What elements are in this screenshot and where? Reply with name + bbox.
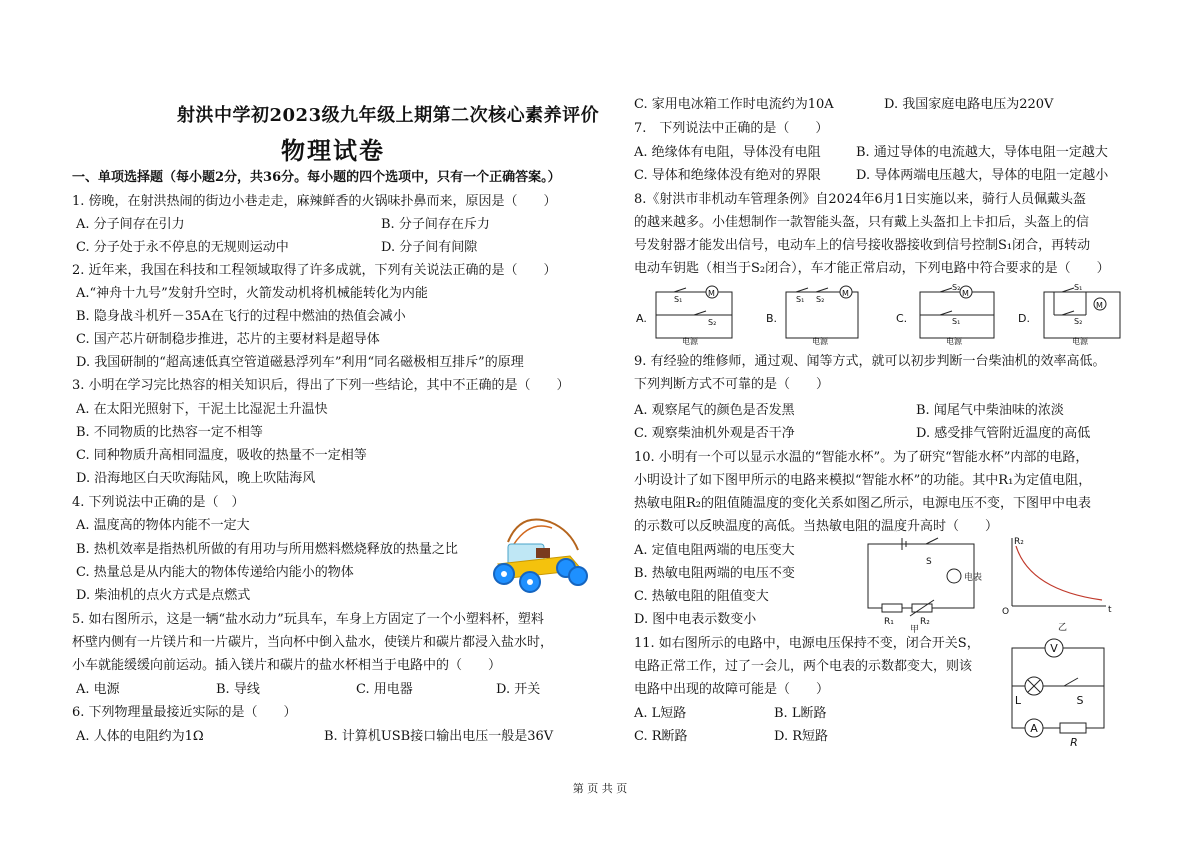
section-heading: 一、单项选择题（每小题2分，共36分。每小题的四个选项中，只有一个正确答案。） [72,170,561,185]
q8b-motor-label: M [842,289,849,298]
q2-option-a: A.“神舟十九号”发射升空时，火箭发动机将机械能转化为内能 [76,286,428,301]
q2-stem: 2. 近年来，我国在科技和工程领域取得了许多成就，下列有关说法正确的是（ ） [72,263,557,278]
q5-option-d: D. 开关 [496,682,541,697]
q8-stem-line2: 的越来越多。小佳想制作一款智能头盔，只有戴上头盔扣上卡扣后，头盔上的信 [634,215,1090,230]
q11-option-c: C. R断路 [634,729,688,744]
q1-option-a: A. 分子间存在引力 [76,217,185,232]
q11-voltmeter-label: V [1050,642,1058,655]
q8b-source-label: 电源 [812,337,828,346]
q3-option-b: B. 不同物质的比热容一定不相等 [76,425,263,440]
q11-option-b: B. L断路 [774,706,827,721]
q4-option-c: C. 热量总是从内能大的物体传递给内能小的物体 [76,565,354,580]
q10-figure [862,534,1144,634]
q11-switch-label: S [1076,694,1084,707]
q10-option-d: D. 图中电表示数变小 [634,612,757,627]
q8c-s2-label: S₂ [952,283,961,292]
q10-switch-label: S [926,557,932,567]
q6-option-c: C. 家用电冰箱工作时电流约为10A [634,97,834,112]
q8-stem-line1: 8.《射洪市非机动车管理条例》自2024年6月1日实施以来，骑行人员佩戴头盔 [634,192,1087,207]
q10-stem-line4: 的示数可以反映温度的高低。当热敏电阻的温度升高时（ ） [634,519,999,534]
q8c-source-label: 电源 [946,337,962,346]
q10-option-b: B. 热敏电阻两端的电压不变 [634,566,795,581]
q11-option-d: D. R短路 [774,729,829,744]
q10-meter-label: 电表 [964,573,983,583]
q10-option-a: A. 定值电阻两端的电压变大 [634,543,795,558]
q8b-s2-label: S₂ [816,295,825,304]
q8d-s2-label: S₂ [1074,317,1083,326]
q3-stem: 3. 小明在学习完比热容的相关知识后，得出了下列一些结论，其中不正确的是（ ） [72,378,570,393]
q10-r1-label: R₁ [884,617,894,627]
page-footer: 第 页 共 页 [572,782,628,795]
q8d-motor-label: M [1096,301,1103,310]
q8c-motor-label: M [962,289,969,298]
q2-option-b: B. 隐身战斗机歼－35A在飞行的过程中燃油的热值会减小 [76,309,406,324]
q11-circuit-figure [1004,632,1138,748]
q8a-s2-label: S₂ [708,318,717,327]
q5-option-b: B. 导线 [216,682,260,697]
q8-stem-line3: 号发射器才能发出信号，电动车上的信号接收器接收到信号控制S₁闭合，再转动 [634,238,1091,253]
q10-option-c: C. 热敏电阻的阻值变大 [634,589,769,604]
q11-stem-line2: 电路正常工作，过了一会儿，两个电表的示数都变大，则该 [634,659,973,674]
q8-label-c: C. [896,312,908,325]
q9-stem-line1: 9. 有经验的维修师，通过观、闻等方式，就可以初步判断一台柴油机的效率高低。 [634,354,1106,369]
q7-option-a: A. 绝缘体有电阻，导体没有电阻 [634,145,821,160]
q10-fig-yi: 乙 [1058,623,1068,633]
q8c-s1-label: S₁ [952,317,961,326]
q9-option-c: C. 观察柴油机外观是否干净 [634,426,795,441]
q1-option-b: B. 分子间存在斥力 [381,217,490,232]
q3-option-d: D. 沿海地区白天吹海陆风，晚上吹陆海风 [76,471,316,486]
q7-stem: 7. 下列说法中正确的是（ ） [634,121,829,136]
q6-option-d: D. 我国家庭电路电压为220V [884,97,1054,112]
q1-option-d: D. 分子间有间隙 [381,240,478,255]
q11-stem-line3: 电路中出现的故障可能是（ ） [634,682,830,697]
q4-option-d: D. 柴油机的点火方式是点燃式 [76,588,251,603]
q2-option-c: C. 国产芯片研制稳步推进，芯片的主要材料是超导体 [76,332,380,347]
q5-option-a: A. 电源 [76,682,120,697]
q11-resistor-label: R [1070,736,1078,748]
q4-stem: 4. 下列说法中正确的是（ ） [72,495,245,510]
q9-option-d: D. 感受排气管附近温度的高低 [916,426,1091,441]
q5-stem-line1: 5. 如右图所示，这是一辆“盐水动力”玩具车，车身上方固定了一个小塑料杯，塑料 [72,612,544,627]
q5-option-c: C. 用电器 [356,682,413,697]
q8-label-b: B. [766,312,778,325]
q6-option-b: B. 计算机USB接口输出电压一般是36V [324,729,554,744]
q10-graph-xaxis: t [1108,605,1112,615]
q8d-s1-label: S₁ [1074,283,1083,292]
q10-r2-label: R₂ [920,617,930,627]
q8a-s1-label: S₁ [674,295,683,304]
q8-circuit-options [634,282,1144,350]
q8a-source-label: 电源 [682,337,698,346]
q11-lamp-label: L [1014,694,1022,707]
q7-option-b: B. 通过导体的电流越大，导体电阻一定越大 [856,145,1108,160]
exam-title: 射洪中学初2023级九年级上期第二次核心素养评价 [177,105,600,126]
exam-subtitle: 物理试卷 [281,136,385,165]
q11-ammeter-label: A [1030,722,1038,735]
q9-option-a: A. 观察尾气的颜色是否发黑 [634,403,795,418]
q8-label-d: D. [1018,312,1030,325]
q8a-motor-label: M [708,289,715,298]
q4-option-b: B. 热机效率是指热机所做的有用功与所用燃料燃烧释放的热量之比 [76,542,458,557]
q1-option-c: C. 分子处于永不停息的无规则运动中 [76,240,289,255]
q8b-s1-label: S₁ [796,295,805,304]
q8d-source-label: 电源 [1072,337,1088,346]
q11-stem-line1: 11. 如右图所示的电路中，电源电压保持不变，闭合开关S， [634,636,980,651]
q1-stem: 1. 傍晚，在射洪热闹的街边小巷走走，麻辣鲜香的火锅味扑鼻而来，原因是（ ） [72,194,557,209]
q7-option-d: D. 导体两端电压越大，导体的电阻一定越小 [856,168,1109,183]
q8-stem-line4: 电动车钥匙（相当于S₂闭合），车才能正常启动，下列电路中符合要求的是（ ） [634,261,1110,276]
q4-option-a: A. 温度高的物体内能不一定大 [76,518,250,533]
q3-option-c: C. 同种物质升高相同温度，吸收的热量不一定相等 [76,448,367,463]
saltwater-toy-car-image [490,514,590,594]
q10-stem-line2: 小明设计了如下图甲所示的电路来模拟“智能水杯”的功能。其中R₁为定值电阻， [634,473,1092,488]
q6-option-a: A. 人体的电阻约为1Ω [76,729,204,744]
q10-stem-line3: 热敏电阻R₂的阻值随温度的变化关系如图乙所示，电源电压不变，下图甲中电表 [634,496,1092,511]
q5-stem-line2: 杯壁内侧有一片镁片和一片碳片，当向杯中倒入盐水，使镁片和碳片都浸入盐水时， [72,635,554,650]
q5-stem-line3: 小车就能缓缓向前运动。插入镁片和碳片的盐水杯相当于电路中的（ ） [72,658,502,673]
q8-label-a: A. [636,312,647,325]
q9-stem-line2: 下列判断方式不可靠的是（ ） [634,377,830,392]
q3-option-a: A. 在太阳光照射下，干泥土比湿泥土升温快 [76,402,328,417]
q10-graph-yaxis: R₂ [1014,537,1024,547]
q7-option-c: C. 导体和绝缘体没有绝对的界限 [634,168,821,183]
q9-option-b: B. 闻尾气中柴油味的浓淡 [916,403,1064,418]
q11-option-a: A. L短路 [634,706,687,721]
q10-graph-origin: O [1002,607,1010,617]
q2-option-d: D. 我国研制的“超高速低真空管道磁悬浮列车”利用“同名磁极相互排斥”的原理 [76,355,524,370]
q10-stem-line1: 10. 小明有一个可以显示水温的“智能水杯”。为了研究“智能水杯”内部的电路， [634,450,1089,465]
q6-stem: 6. 下列物理量最接近实际的是（ ） [72,705,297,720]
q10-fig-jia: 甲 [910,625,920,634]
